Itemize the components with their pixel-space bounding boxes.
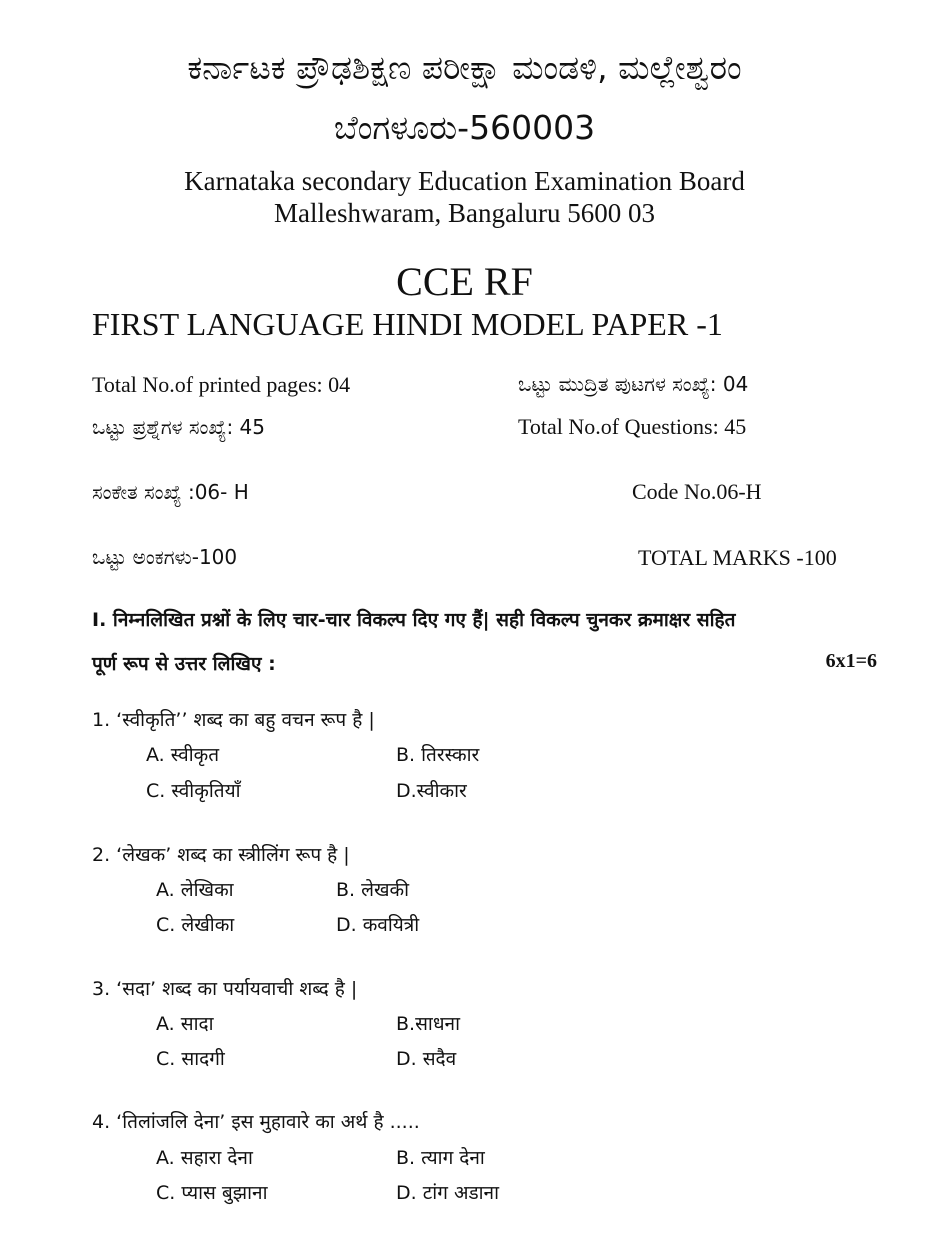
question-2-option-d: D. कवयित्री bbox=[336, 914, 420, 936]
question-2-option-c: C. लेखीका bbox=[156, 914, 235, 936]
code-number-english: Code No.06-H bbox=[632, 479, 762, 504]
question-3-option-d: D. सदैव bbox=[396, 1048, 457, 1070]
question-1-option-b: B. तिरस्कार bbox=[396, 744, 480, 766]
paper-title: FIRST LANGUAGE HINDI MODEL PAPER -1 bbox=[92, 306, 723, 342]
question-3: 3. ‘सदा’ शब्द का पर्यायवाची शब्द है | bbox=[92, 978, 358, 1000]
question-1-option-c: C. स्वीकृतियाँ bbox=[146, 780, 241, 802]
code-number-kannada: ಸಂಕೇತ ಸಂಖ್ಯೆ :06- H bbox=[92, 480, 249, 504]
section-instruction-line2: पूर्ण रूप से उत्तर लिखिए : bbox=[92, 653, 276, 675]
question-1-option-a: A. स्वीकृत bbox=[146, 744, 220, 766]
english-board-name: Karnataka secondary Education Examination Board bbox=[184, 166, 745, 196]
question-4-option-a: A. सहारा देना bbox=[156, 1147, 253, 1169]
english-board-address: Malleshwaram, Bangaluru 5600 03 bbox=[274, 198, 655, 228]
exam-code-title: CCE RF bbox=[396, 259, 533, 304]
total-pages-english: Total No.of printed pages: 04 bbox=[92, 372, 351, 397]
total-marks-kannada: ಒಟ್ಟು ಅಂಕಗಳು-100 bbox=[92, 545, 238, 569]
question-1-option-d: D.स्वीकार bbox=[396, 780, 467, 802]
question-4-option-b: B. त्याग देना bbox=[396, 1147, 485, 1169]
question-2: 2. ‘लेखक’ शब्द का स्त्रीलिंग रूप है | bbox=[92, 844, 350, 866]
question-4: 4. ‘तिलांजलि देना’ इस मुहावारे का अर्थ है ..... bbox=[92, 1111, 420, 1133]
total-questions-kannada: ಒಟ್ಟು ಪ್ರಶ್ನೆಗಳ ಸಂಖ್ಯೆ: 45 bbox=[92, 415, 265, 439]
total-questions-english: Total No.of Questions: 45 bbox=[518, 414, 747, 439]
section-marks: 6x1=6 bbox=[825, 650, 877, 672]
question-1: 1. ‘स्वीकृति’’ शब्द का बहु वचन रूप है | bbox=[92, 709, 375, 731]
section-instruction-line1: I. निम्नलिखित प्रश्नों के लिए चार-चार विकल्प दिए गए हैं| सही विकल्प चुनकर क्रमाक्षर सहित bbox=[92, 609, 736, 631]
total-marks-english: TOTAL MARKS -100 bbox=[638, 545, 837, 570]
question-3-option-a: A. सादा bbox=[156, 1013, 214, 1035]
total-pages-kannada: ಒಟ್ಟು ಮುದ್ರಿತ ಪುಟಗಳ ಸಂಖ್ಯೆ: 04 bbox=[518, 372, 749, 396]
question-2-option-a: A. लेखिका bbox=[156, 879, 234, 901]
question-3-option-b: B.साधना bbox=[396, 1013, 460, 1035]
kannada-city-title: ಬೆಂಗಳೂರು-560003 bbox=[333, 108, 596, 147]
question-4-option-c: C. प्यास बुझाना bbox=[156, 1182, 268, 1204]
question-4-option-d: D. टांग अडाना bbox=[396, 1182, 500, 1204]
question-2-option-b: B. लेखकी bbox=[336, 879, 410, 901]
question-3-option-c: C. सादगी bbox=[156, 1048, 225, 1070]
kannada-board-title: ಕರ್ನಾಟಕ ಪ್ರೌಢಶಿಕ್ಷಣ ಪರೀಕ್ಷಾ ಮಂಡಳಿ, ಮಲ್ಲೇಶ್ವರಂ bbox=[187, 48, 742, 87]
